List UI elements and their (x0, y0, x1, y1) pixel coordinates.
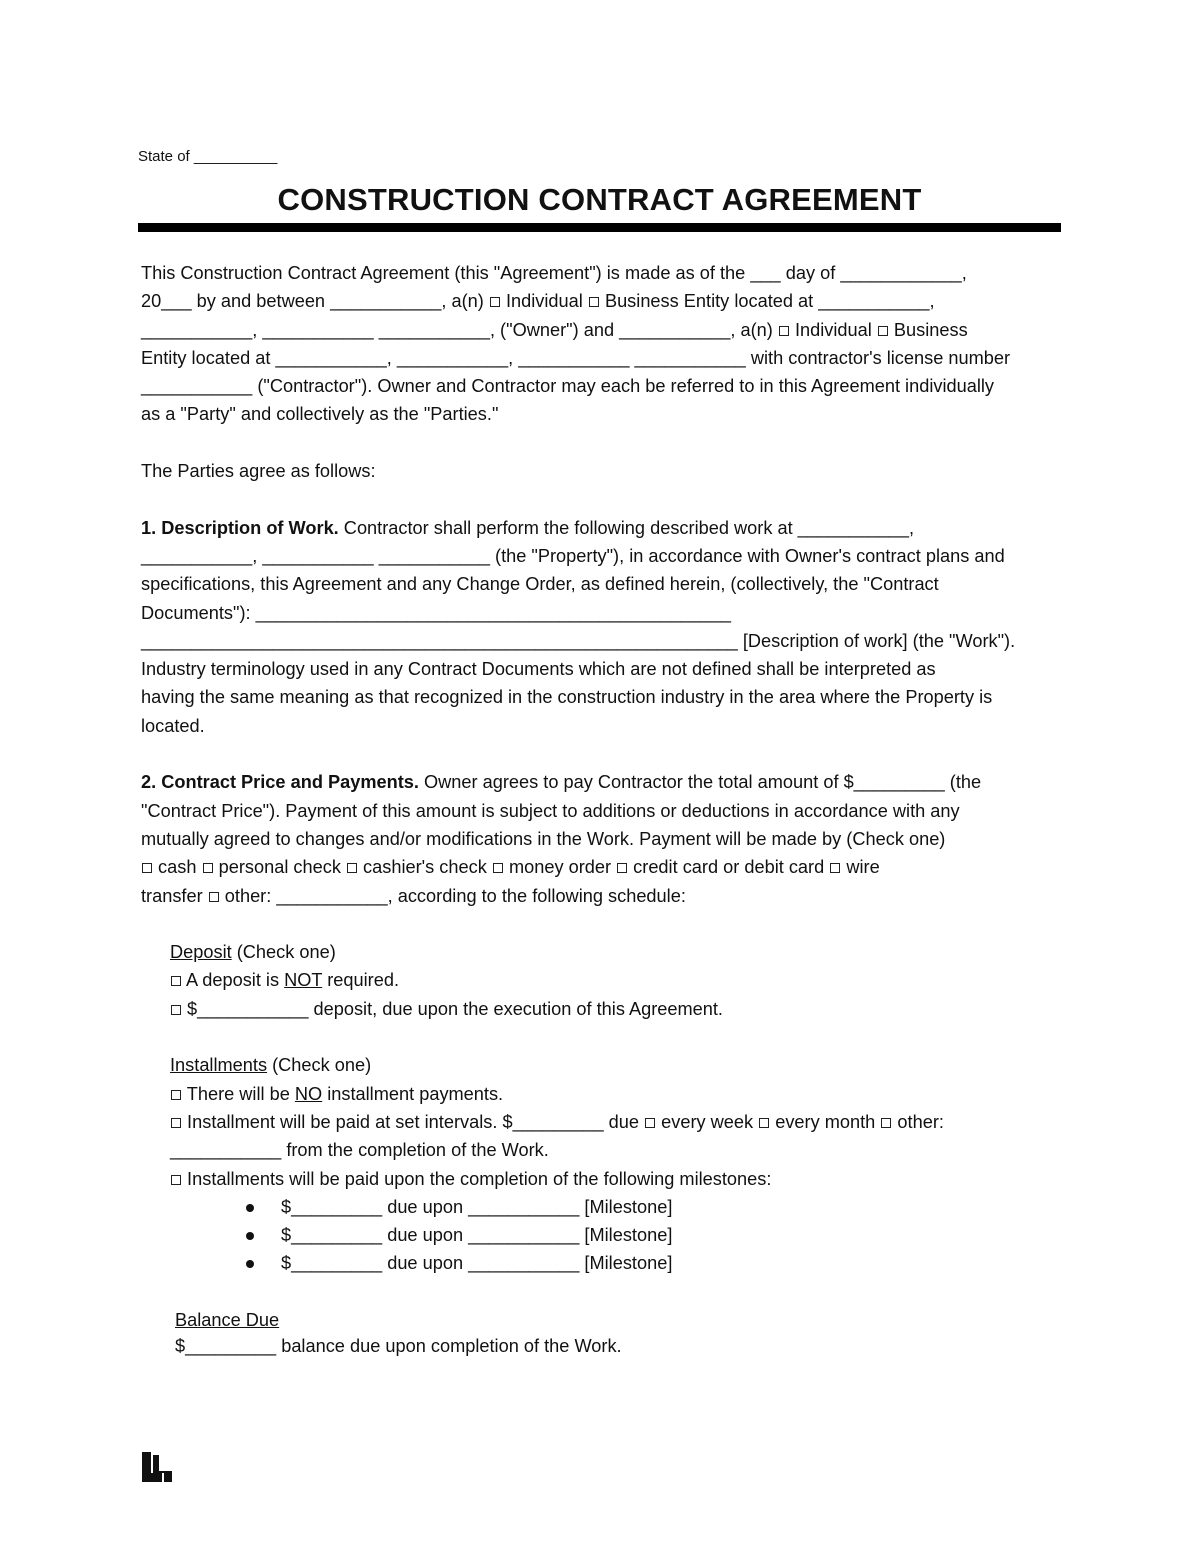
option-text: required. (322, 970, 400, 991)
section-1-line-8: located. (141, 715, 205, 736)
checkbox-label: cashier's check (358, 857, 487, 878)
checkbox-money-order[interactable] (493, 863, 503, 873)
checkbox-every-week[interactable] (645, 1118, 655, 1128)
checkbox-label: credit card or debit card (628, 857, 825, 878)
intro-text: ___________, ___________ ___________, ("Owner") and ___________, a(n) (141, 319, 773, 340)
deposit-heading: Deposit (170, 942, 232, 963)
title-rule (138, 223, 1061, 232)
checkbox-contractor-business[interactable] (878, 326, 888, 336)
checkbox-label: Individual (789, 319, 872, 340)
milestone-item (141, 1193, 1066, 1221)
option-text: every month (770, 1111, 876, 1132)
deposit-option-2 (141, 995, 1066, 1023)
legal-logo-icon (142, 1452, 172, 1482)
section-2-line-5 (141, 882, 1066, 910)
option-emphasis: NO (294, 1083, 323, 1104)
payment-methods-line (141, 853, 1066, 881)
option-text: A deposit is (182, 970, 285, 991)
state-of-line: State of __________ (138, 148, 278, 165)
checkbox-no-deposit[interactable] (171, 976, 181, 986)
section-1-line-3: specifications, this Agreement and any Change Order, as defined herein, (collectively, the "Contract (141, 574, 939, 595)
checkbox-every-month[interactable] (759, 1118, 769, 1128)
checkbox-set-intervals[interactable] (171, 1118, 181, 1128)
option-text: installment payments. (322, 1083, 504, 1104)
intro-line-6: as a "Party" and collectively as the "Parties." (141, 404, 499, 425)
milestone-text: $_________ due upon ___________ [Milestone] (281, 1196, 673, 1217)
installments-option-2 (141, 1108, 1066, 1136)
section-2-line-1 (141, 768, 1066, 796)
checkbox-cashiers-check[interactable] (347, 863, 357, 873)
checkbox-label: cash (153, 857, 197, 878)
checkbox-credit-card[interactable] (617, 863, 627, 873)
deposit-heading-line (141, 938, 1066, 966)
check-one-text: (Check one) (231, 942, 336, 963)
milestone-text: $_________ due upon ___________ [Milestone] (281, 1225, 673, 1246)
check-one-text: (Check one) (267, 1055, 372, 1076)
option-text: There will be (182, 1083, 295, 1104)
installments-option-2-cont: ___________ from the completion of the Work. (170, 1140, 549, 1161)
installments-heading: Installments (170, 1055, 268, 1076)
checkbox-label: transfer (141, 885, 203, 906)
section-1-line-7: having the same meaning as that recognized in the construction industry in the area where the Property is (141, 687, 993, 708)
option-text: other: (892, 1111, 944, 1132)
option-text: Installment will be paid at set intervals. $_________ due (182, 1111, 639, 1132)
section-text: Contractor shall perform the following described work at ___________, (338, 517, 915, 538)
checkbox-cash[interactable] (142, 863, 152, 873)
checkbox-owner-individual[interactable] (490, 297, 500, 307)
checkbox-interval-other[interactable] (881, 1118, 891, 1128)
milestone-text: $_________ due upon ___________ [Milestone] (281, 1253, 673, 1274)
checkbox-deposit-amount[interactable] (171, 1005, 181, 1015)
option-text: $___________ deposit, due upon the execution of this Agreement. (182, 998, 723, 1019)
section-1-line-5: ___________________________________________________________ [Description of work] (the "Work"). (141, 630, 1016, 651)
intro-line-5: ___________ ("Contractor"). Owner and Contractor may each be referred to in this Agreement individually (141, 376, 995, 397)
bullet-icon (246, 1204, 254, 1212)
checkbox-label: wire (841, 857, 880, 878)
section-1-line-6: Industry terminology used in any Contract Documents which are not defined shall be interpreted as (141, 659, 936, 680)
checkbox-label: money order (503, 857, 612, 878)
balance-heading: Balance Due (175, 1309, 280, 1330)
checkbox-contractor-individual[interactable] (779, 326, 789, 336)
intro-line-4: Entity located at ___________, ___________, ___________ ___________ with contractor's license number (141, 347, 1011, 368)
installments-heading-line (141, 1051, 1066, 1079)
checkbox-personal-check[interactable] (203, 863, 213, 873)
milestone-item (141, 1249, 1066, 1277)
document-title: CONSTRUCTION CONTRACT AGREEMENT (277, 182, 922, 217)
installments-option-1 (141, 1080, 1066, 1108)
section-1-line-2: ___________, ___________ ___________ (the "Property"), in accordance with Owner's contract plans and (141, 545, 1005, 566)
milestone-item (141, 1221, 1066, 1249)
checkbox-no-installments[interactable] (171, 1090, 181, 1100)
intro-text: Business Entity located at ___________, (604, 291, 935, 312)
checkbox-wire[interactable] (830, 863, 840, 873)
checkbox-milestones[interactable] (171, 1175, 181, 1185)
section-2-line-2: "Contract Price"). Payment of this amount is subject to additions or deductions in accordance with any (141, 800, 960, 821)
checkbox-label: personal check (213, 857, 341, 878)
intro-line-1: This Construction Contract Agreement (this "Agreement") is made as of the ___ day of ____________, (141, 263, 967, 283)
checkbox-other[interactable] (209, 892, 219, 902)
deposit-option-1 (141, 966, 1066, 994)
agree-line: The Parties agree as follows: (141, 461, 376, 482)
checkbox-label: Business (888, 319, 968, 340)
section-text: Owner agrees to pay Contractor the total amount of $_________ (the (418, 772, 982, 793)
installments-option-3 (141, 1165, 1066, 1193)
intro-text: 20___ by and between ___________, a(n) (141, 291, 484, 312)
checkbox-label: Individual (505, 291, 583, 312)
intro-line-2 (141, 287, 1066, 315)
section-2-line-3: mutually agreed to changes and/or modifications in the Work. Payment will be made by (Check one) (141, 828, 946, 849)
section-1-line-4: Documents"): _______________________________________________ (141, 602, 732, 623)
section-text: other: ___________, according to the following schedule: (219, 885, 686, 906)
balance-heading-line (141, 1308, 1066, 1332)
checkbox-owner-business[interactable] (589, 297, 599, 307)
section-2-heading: 2. Contract Price and Payments. (141, 772, 419, 793)
intro-line-3 (141, 316, 1066, 344)
option-text: every week (656, 1111, 754, 1132)
option-text: Installments will be paid upon the completion of the following milestones: (182, 1168, 772, 1189)
option-emphasis: NOT (284, 970, 323, 991)
section-1-line-1 (141, 514, 1066, 542)
document-body (141, 259, 1066, 1360)
section-1-heading: 1. Description of Work. (141, 517, 339, 538)
balance-text: $_________ balance due upon completion of the Work. (175, 1335, 622, 1356)
